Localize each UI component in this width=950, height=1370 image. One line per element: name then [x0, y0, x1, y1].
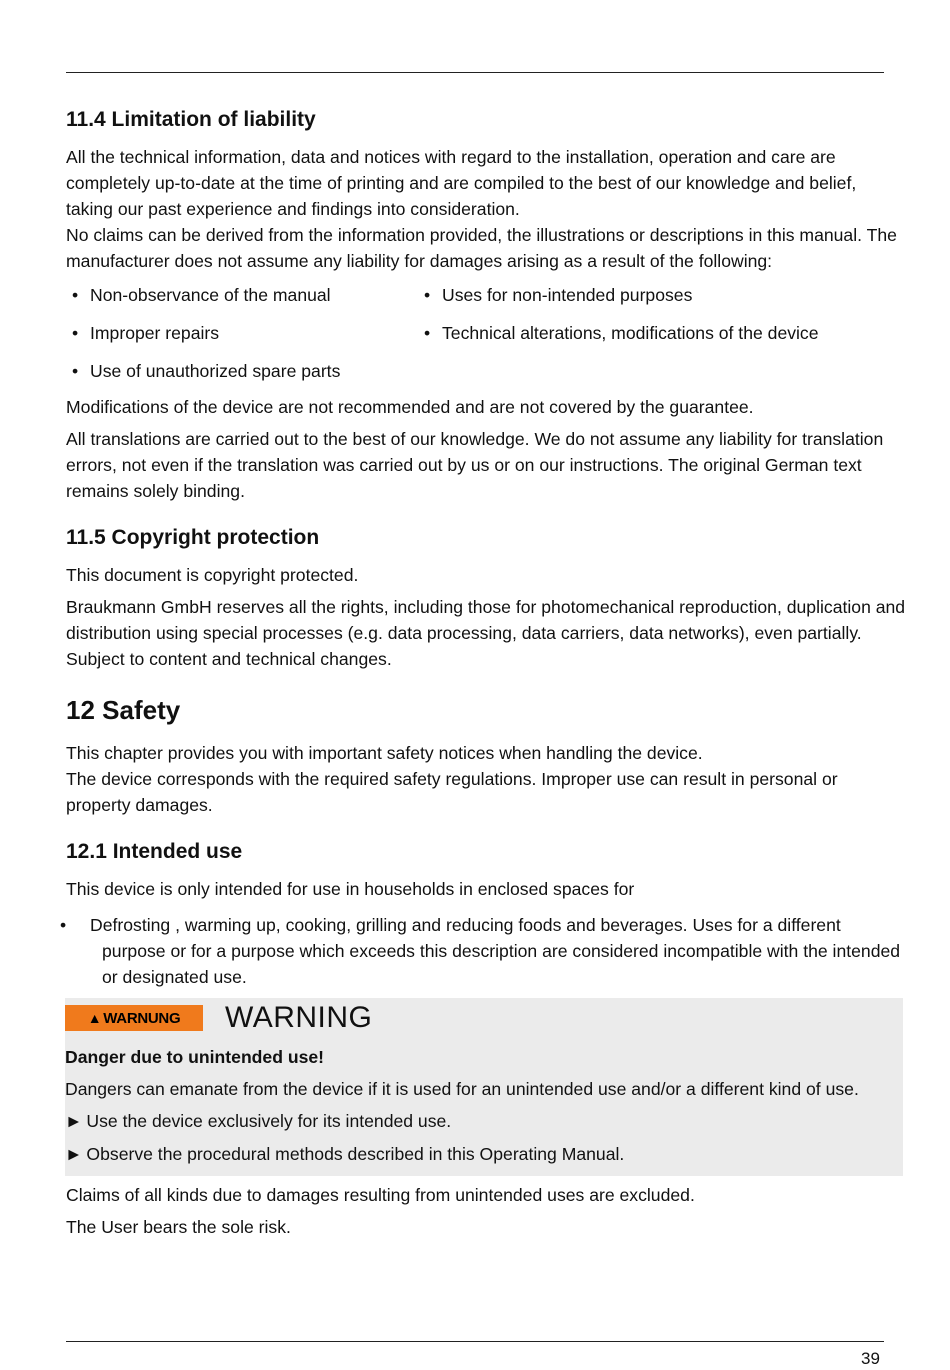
list-item: • Non-observance of the manual [66, 282, 418, 308]
section-12 [66, 690, 906, 818]
footer-rule [66, 1341, 884, 1342]
section-heading: 11.4 Limitation of liability [66, 108, 316, 131]
section-12-1 [66, 836, 906, 990]
warning-action-text: Observe the procedural methods described in this Operating Manual. [86, 1144, 625, 1164]
warning-header [65, 998, 903, 1036]
warning-subtitle: Danger due to unintended use! [65, 1047, 325, 1067]
paragraph: This device is only intended for use in households in enclosed spaces for [66, 879, 635, 899]
header-rule [66, 72, 884, 73]
list-item: • Defrosting , warming up, cooking, grilling and reducing foods and beverages. Uses for a different purpose or for a purpose which exceeds this description are considered incompatible with the intended or designated use. [66, 912, 906, 990]
warning-triangle-icon: ▲ [87, 1010, 102, 1026]
page-content [66, 104, 906, 1246]
warning-box [65, 998, 903, 1176]
warning-action-text: Use the device exclusively for its intended use. [86, 1111, 452, 1131]
liability-bullet-list [66, 282, 906, 384]
paragraph: Modifications of the device are not recommended and are not covered by the guarantee. [66, 397, 754, 417]
paragraph: Claims of all kinds due to damages resulting from unintended uses are excluded. [66, 1185, 695, 1205]
list-item: • Uses for non-intended purposes [418, 282, 898, 308]
arrow-right-icon: ► [65, 1111, 83, 1131]
paragraph: This document is copyright protected. [66, 565, 359, 585]
paragraph: All the technical information, data and notices with regard to the installation, operation and care are completely up-to-date at the time of printing and are compiled to the best of our knowledge and belief, taking our past experience and findings into consideration. [66, 147, 857, 219]
section-11-4 [66, 104, 906, 504]
page-number: 39 [861, 1349, 880, 1368]
list-item: • Use of unauthorized spare parts [66, 358, 418, 384]
paragraph: The User bears the sole risk. [66, 1217, 291, 1237]
paragraph: Braukmann GmbH reserves all the rights, including those for photomechanical reproduction, duplication and distribution using special processes (e.g. data processing, data carriers, data networks), even partially. Subject to content and technical changes. [66, 597, 906, 669]
paragraph: All translations are carried out to the best of our knowledge. We do not assume any liability for translation errors, not even if the translation was carried out by us or on our instructions. The original German text remains solely binding. [66, 429, 884, 501]
warning-action-item [65, 1141, 903, 1167]
list-item: • Improper repairs [66, 320, 418, 346]
warning-action-item [65, 1108, 903, 1134]
paragraph: No claims can be derived from the information provided, the illustrations or descriptions in this manual. The manufacturer does not assume any liability for damages arising as a result of the following: [66, 225, 897, 271]
section-11-5 [66, 522, 906, 672]
paragraph: This chapter provides you with important safety notices when handling the device. [66, 743, 703, 763]
chapter-heading: 12 Safety [66, 695, 181, 725]
section-heading: 12.1 Intended use [66, 840, 243, 863]
warning-badge-label: WARNUNG [103, 1009, 181, 1027]
paragraph: The device corresponds with the required safety regulations. Improper use can result in personal or property damages. [66, 769, 838, 815]
warning-badge [65, 1005, 203, 1031]
section-heading: 11.5 Copyright protection [66, 526, 320, 549]
paragraph: Dangers can emanate from the device if it is used for an unintended use and/or a different kind of use. [65, 1079, 859, 1099]
arrow-right-icon: ► [65, 1144, 83, 1164]
warning-title: WARNING [225, 1001, 373, 1034]
list-item: • Technical alterations, modifications of the device [418, 320, 898, 346]
